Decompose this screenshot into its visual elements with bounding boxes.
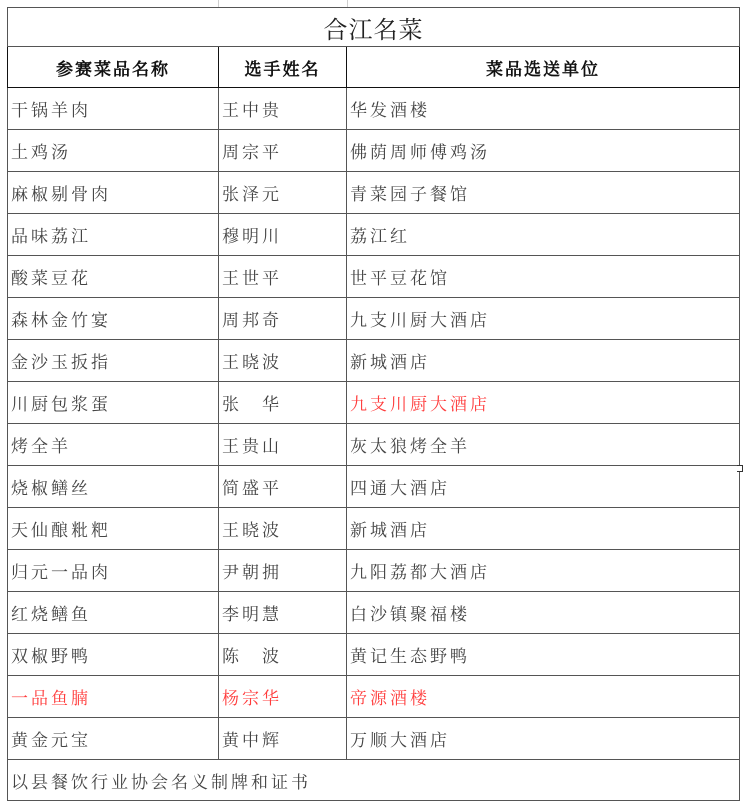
chef-name-cell[interactable]: 陈 波 — [219, 634, 347, 676]
table-row — [8, 466, 740, 508]
table-row — [8, 508, 740, 550]
chef-name-cell[interactable]: 王世平 — [219, 256, 347, 298]
dish-name-cell[interactable]: 酸菜豆花 — [8, 256, 219, 298]
dish-table — [7, 7, 740, 801]
chef-name-cell[interactable]: 王晓波 — [219, 508, 347, 550]
unit-name-cell[interactable]: 灰太狼烤全羊 — [347, 424, 740, 466]
dish-name-cell[interactable]: 川厨包浆蛋 — [8, 382, 219, 424]
chef-name-cell[interactable]: 王贵山 — [219, 424, 347, 466]
unit-name-cell[interactable]: 帝源酒楼 — [347, 676, 740, 718]
table-row — [8, 340, 740, 382]
dish-name-cell[interactable]: 天仙酿粃粑 — [8, 508, 219, 550]
table-row — [8, 88, 740, 130]
table-row — [8, 634, 740, 676]
cell-resize-handle[interactable] — [737, 465, 743, 472]
note-cell[interactable]: 以县餐饮行业协会名义制牌和证书 — [8, 760, 740, 801]
table-title[interactable]: 合江名菜 — [8, 8, 740, 47]
table-row — [8, 256, 740, 298]
header-row — [8, 47, 740, 88]
dish-name-cell[interactable]: 土鸡汤 — [8, 130, 219, 172]
chef-name-cell[interactable]: 王中贵 — [219, 88, 347, 130]
dish-name-cell[interactable]: 一品鱼腩 — [8, 676, 219, 718]
unit-name-cell[interactable]: 佛荫周师傅鸡汤 — [347, 130, 740, 172]
chef-name-cell[interactable]: 黄中辉 — [219, 718, 347, 760]
table-row — [8, 676, 740, 718]
chef-name-cell[interactable]: 张泽元 — [219, 172, 347, 214]
chef-name-cell[interactable]: 穆明川 — [219, 214, 347, 256]
table-row — [8, 298, 740, 340]
title-row — [8, 8, 740, 47]
unit-name-cell[interactable]: 四通大酒店 — [347, 466, 740, 508]
note-row — [8, 760, 740, 801]
table-row — [8, 424, 740, 466]
header-submitting-unit[interactable]: 菜品选送单位 — [347, 47, 740, 88]
table-row — [8, 214, 740, 256]
dish-name-cell[interactable]: 金沙玉扳指 — [8, 340, 219, 382]
unit-name-cell[interactable]: 世平豆花馆 — [347, 256, 740, 298]
unit-name-cell[interactable]: 黄记生态野鸭 — [347, 634, 740, 676]
dish-name-cell[interactable]: 归元一品肉 — [8, 550, 219, 592]
dish-name-cell[interactable]: 红烧鳝鱼 — [8, 592, 219, 634]
chef-name-cell[interactable]: 李明慧 — [219, 592, 347, 634]
dish-name-cell[interactable]: 黄金元宝 — [8, 718, 219, 760]
unit-name-cell[interactable]: 万顺大酒店 — [347, 718, 740, 760]
table-row — [8, 718, 740, 760]
header-chef-name[interactable]: 选手姓名 — [219, 47, 347, 88]
unit-name-cell[interactable]: 白沙镇聚福楼 — [347, 592, 740, 634]
unit-name-cell[interactable]: 青菜园子餐馆 — [347, 172, 740, 214]
dish-name-cell[interactable]: 干锅羊肉 — [8, 88, 219, 130]
table-body — [8, 88, 740, 760]
table-row — [8, 172, 740, 214]
chef-name-cell[interactable]: 张 华 — [219, 382, 347, 424]
chef-name-cell[interactable]: 王晓波 — [219, 340, 347, 382]
table-row — [8, 130, 740, 172]
chef-name-cell[interactable]: 尹朝拥 — [219, 550, 347, 592]
dish-name-cell[interactable]: 森林金竹宴 — [8, 298, 219, 340]
table-row — [8, 382, 740, 424]
unit-name-cell[interactable]: 荔江红 — [347, 214, 740, 256]
unit-name-cell[interactable]: 九支川厨大酒店 — [347, 298, 740, 340]
dish-name-cell[interactable]: 烧椒鳝丝 — [8, 466, 219, 508]
dish-name-cell[interactable]: 品味荔江 — [8, 214, 219, 256]
unit-name-cell[interactable]: 九阳荔都大酒店 — [347, 550, 740, 592]
unit-name-cell[interactable]: 九支川厨大酒店 — [347, 382, 740, 424]
chef-name-cell[interactable]: 周宗平 — [219, 130, 347, 172]
chef-name-cell[interactable]: 周邦奇 — [219, 298, 347, 340]
chef-name-cell[interactable]: 杨宗华 — [219, 676, 347, 718]
table-row — [8, 550, 740, 592]
dish-name-cell[interactable]: 双椒野鸭 — [8, 634, 219, 676]
table-row — [8, 592, 740, 634]
unit-name-cell[interactable]: 华发酒楼 — [347, 88, 740, 130]
dish-name-cell[interactable]: 烤全羊 — [8, 424, 219, 466]
header-dish-name[interactable]: 参赛菜品名称 — [8, 47, 219, 88]
unit-name-cell[interactable]: 新城酒店 — [347, 340, 740, 382]
dish-name-cell[interactable]: 麻椒剔骨肉 — [8, 172, 219, 214]
unit-name-cell[interactable]: 新城酒店 — [347, 508, 740, 550]
chef-name-cell[interactable]: 简盛平 — [219, 466, 347, 508]
